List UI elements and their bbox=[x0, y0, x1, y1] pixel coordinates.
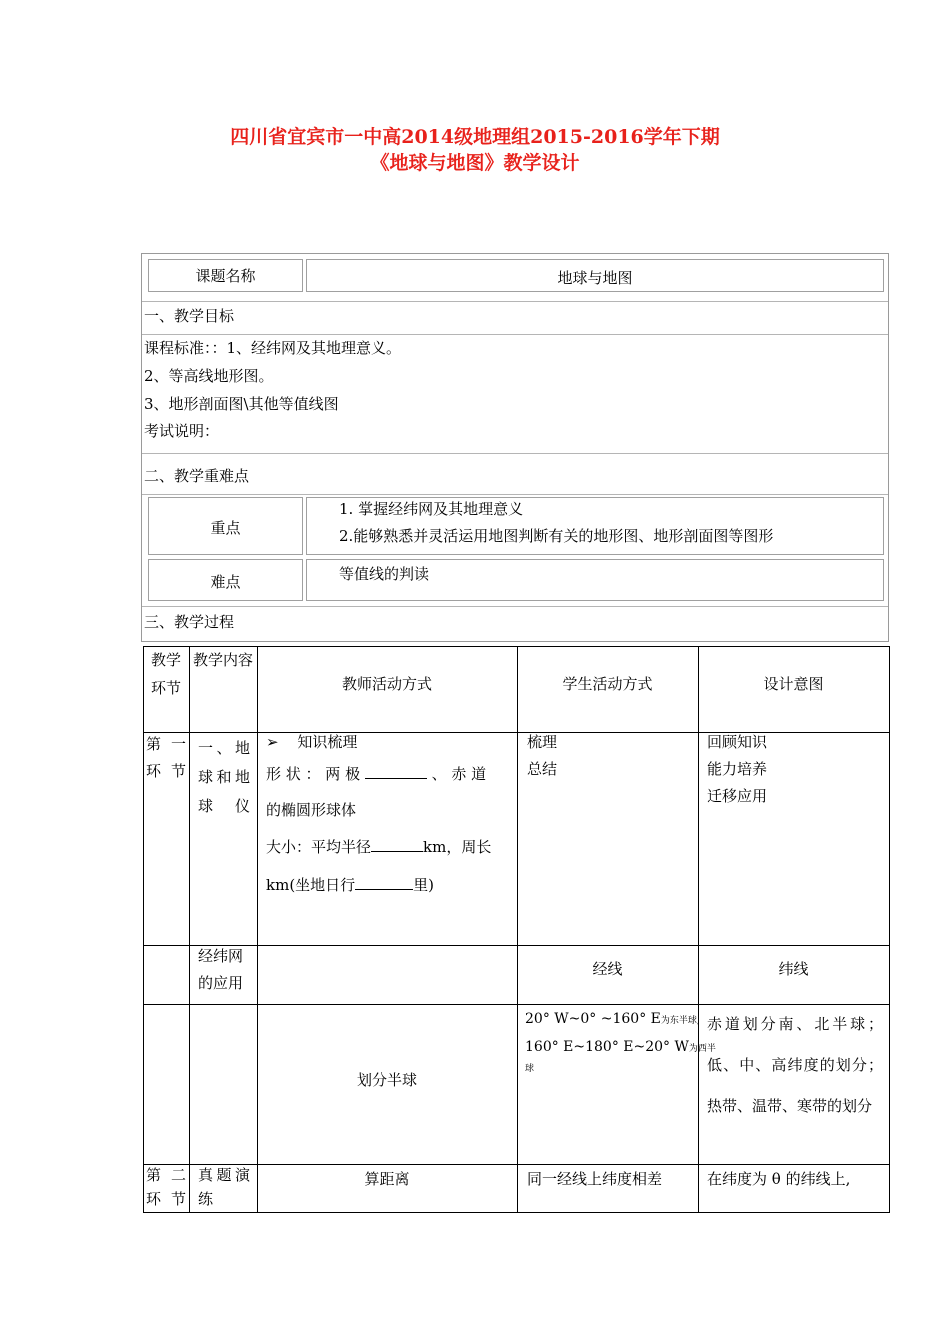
key-item: 2.能够熟悉并灵活运用地图判断有关的地形图、地形剖面图等图形 bbox=[339, 527, 774, 545]
east-hemisphere-range: 20° W~0° ~160° E bbox=[525, 1011, 661, 1027]
section-teaching-goals: 一、教学目标 bbox=[144, 307, 235, 325]
stage-cell-1: 第一环节 bbox=[146, 735, 186, 780]
key-label: 重点 bbox=[210, 519, 241, 537]
student-item: 总结 bbox=[527, 760, 558, 778]
divider bbox=[142, 494, 888, 495]
key-content-cell bbox=[306, 497, 884, 555]
stage-cell-4: 第二环节 bbox=[146, 1166, 186, 1208]
shape-text-b: 、 赤 道 bbox=[431, 765, 487, 783]
shape-text-c: 的椭圆形球体 bbox=[266, 801, 357, 819]
difficult-label: 难点 bbox=[210, 573, 241, 591]
header-stage: 教学环节 bbox=[150, 651, 181, 697]
content-cell-4: 真题演练 bbox=[198, 1166, 250, 1208]
student-cell-1 bbox=[527, 729, 557, 783]
topic-value: 地球与地图 bbox=[557, 269, 633, 287]
teacher-cell-4: 算距离 bbox=[364, 1170, 410, 1188]
divider bbox=[142, 301, 888, 302]
divider bbox=[142, 334, 888, 335]
header-design: 设计意图 bbox=[763, 675, 824, 693]
student-cell-2: 经线 bbox=[592, 960, 623, 978]
course-info-table bbox=[141, 253, 889, 642]
design-cell-2: 纬线 bbox=[778, 960, 809, 978]
grid-line bbox=[143, 1164, 890, 1165]
design-item: 能力培养 bbox=[707, 760, 768, 778]
section-teaching-process: 三、教学过程 bbox=[144, 613, 235, 631]
teacher-cell-1 bbox=[266, 729, 512, 904]
content-cell-2: 经纬网的应用 bbox=[198, 947, 244, 992]
header-content: 教学内容 bbox=[193, 651, 254, 669]
divider bbox=[142, 606, 888, 607]
student-cell-3 bbox=[525, 1006, 716, 1076]
difficult-value: 等值线的判读 bbox=[339, 565, 430, 583]
topic-label-cell bbox=[148, 259, 303, 292]
section-key-difficult: 二、教学重难点 bbox=[144, 467, 250, 485]
size-text-c: km(坐地日行 bbox=[266, 876, 356, 894]
bullet-icon: ➢ bbox=[266, 733, 279, 751]
fill-blank bbox=[365, 762, 427, 779]
teacher-cell-3: 划分半球 bbox=[356, 1071, 417, 1089]
design-cell-4: 在纬度为 θ 的纬线上, bbox=[707, 1170, 851, 1188]
goal-line: 2、等高线地形图。 bbox=[144, 367, 274, 385]
west-hemisphere-note-end: 球 bbox=[525, 1064, 535, 1074]
document-title-line-1: 四川省宜宾市一中高2014级地理组2015-2016学年下期 bbox=[230, 126, 720, 148]
knowledge-heading: 知识梳理 bbox=[297, 733, 358, 751]
grid-line bbox=[143, 646, 890, 647]
goal-line: 课程标准：：1、经纬网及其地理意义。 bbox=[144, 339, 402, 357]
student-cell-4: 同一经线上纬度相差 bbox=[527, 1170, 663, 1188]
content-cell-1: 一、地球和地球仪 bbox=[198, 739, 250, 815]
fill-blank bbox=[355, 873, 413, 890]
difficult-label-cell bbox=[148, 559, 303, 601]
topic-value-cell bbox=[306, 259, 884, 292]
goal-line: 考试说明： bbox=[144, 422, 220, 440]
grid-line bbox=[143, 732, 890, 733]
size-text-b: km，周长 bbox=[423, 838, 492, 856]
header-student: 学生活动方式 bbox=[562, 675, 653, 693]
grid-line bbox=[143, 945, 890, 946]
design-item: 回顾知识 bbox=[707, 733, 768, 751]
west-hemisphere-note: 为西半 bbox=[688, 1044, 716, 1054]
design-cell-3: 赤道划分南、北半球；低、中、高纬度的划分；热带、温带、寒带的划分 bbox=[707, 1015, 883, 1115]
divider bbox=[142, 453, 888, 454]
key-label-cell bbox=[148, 497, 303, 555]
grid-line bbox=[143, 1212, 890, 1213]
header-teacher: 教师活动方式 bbox=[341, 675, 432, 693]
east-hemisphere-note: 为东半球, bbox=[660, 1016, 700, 1026]
design-cell-1 bbox=[707, 729, 767, 810]
goal-line: 3、地形剖面图\其他等值线图 bbox=[144, 395, 339, 413]
fill-blank bbox=[371, 835, 423, 852]
key-item: 1. 掌握经纬网及其地理意义 bbox=[339, 500, 524, 518]
difficult-content-cell bbox=[306, 559, 884, 601]
design-item: 迁移应用 bbox=[707, 787, 768, 805]
topic-label: 课题名称 bbox=[195, 267, 256, 285]
west-hemisphere-range: 160° E~180° E~20° W bbox=[525, 1039, 689, 1055]
size-text-d: 里) bbox=[413, 876, 435, 894]
shape-text-a: 形 状 ： 两 极 bbox=[266, 765, 361, 783]
document-title-line-2: 《地球与地图》教学设计 bbox=[370, 152, 580, 174]
student-item: 梳理 bbox=[527, 733, 558, 751]
size-text-a: 大小：平均半径 bbox=[266, 838, 372, 856]
